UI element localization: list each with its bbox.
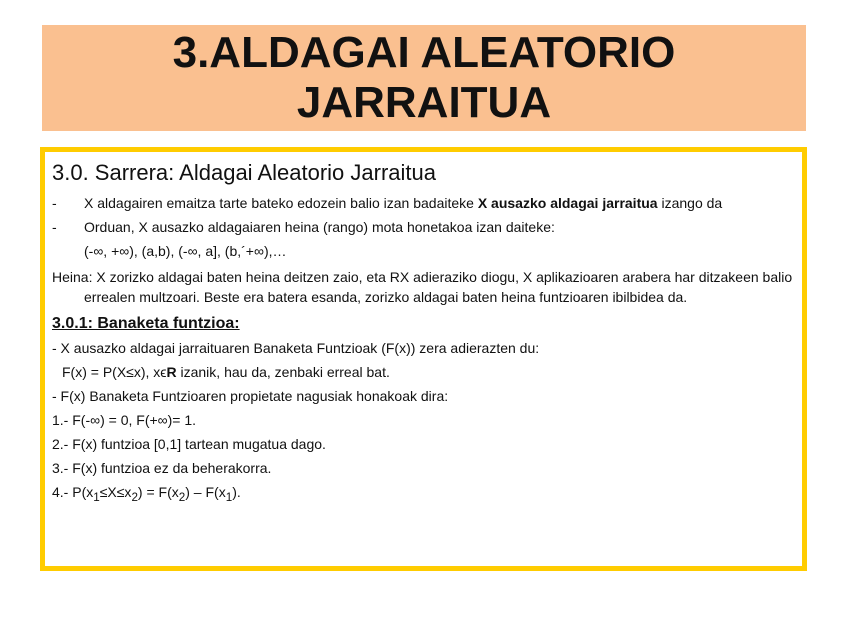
bullet-dash: - <box>52 219 57 235</box>
prop4-sub-4: 1 <box>225 490 233 504</box>
bullet-dash: - <box>52 195 57 211</box>
bullet-item-1 <box>52 193 794 213</box>
page-title-line1: 3.ALDAGAI ALEATORIO <box>172 28 676 77</box>
title-banner <box>42 25 806 131</box>
prop4-part-b: ≤X≤x <box>99 484 132 500</box>
text-line-1: - X ausazko aldagai jarraituaren Banaketa Funtzioak (F(x)) zera adierazten du: <box>52 340 540 356</box>
bullet-text-plain: X aldagairen emaitza tarte bateko edozein balio izan badaiteke <box>84 195 474 211</box>
interval-list: (-∞, +∞), (a,b), (-∞, a], (b,´+∞),… <box>84 243 287 259</box>
formula-prefix: F(x) = P(X≤x), xϵ <box>62 364 167 380</box>
subheading-banaketa-funtzioa: 3.0.1: Banaketa funtzioa: <box>52 315 240 332</box>
property-3: 3.- F(x) funtzioa ez da beherakorra. <box>52 460 272 476</box>
page-title-line2: JARRAITUA <box>296 78 552 127</box>
bullet-text: Orduan, X ausazko aldagaiaren heina (rango) mota honetakoa izan daiteke: <box>84 219 555 235</box>
text-line-3: - F(x) Banaketa Funtzioaren propietate nagusiak honakoak dira: <box>52 388 449 404</box>
text-line-2 <box>52 362 794 382</box>
section-title: 3.0. Sarrera: Aldagai Aleatorio Jarraitua <box>52 160 437 185</box>
bullet-item-2 <box>52 217 794 237</box>
bullet-text-bold: X ausazko aldagai jarraitua <box>477 195 658 211</box>
bullet-text-tail: izango da <box>661 195 723 211</box>
heina-definition: Heina: X zorizko aldagai baten heina deitzen zaio, eta RX adieraziko diogu, X aplikazioaren arabera har ditzakeen balio errealen multzoari. Beste era batera esanda, zorizko aldagai baten heina funtzioaren ibilbidea da. <box>52 269 793 305</box>
prop4-part-a: 4.- P(x <box>52 484 94 500</box>
content-panel <box>40 147 807 571</box>
prop4-sub-1: 1 <box>93 490 100 504</box>
prop4-sub-3: 2 <box>178 490 186 504</box>
bullet-text <box>84 193 794 213</box>
prop4-part-e: ). <box>232 484 241 500</box>
prop4-part-c: ) = F(x <box>137 484 179 500</box>
property-1: 1.- F(-∞) = 0, F(+∞)= 1. <box>52 412 197 428</box>
property-4 <box>52 482 794 508</box>
prop4-sub-2: 2 <box>131 490 138 504</box>
formula-bold-r: R <box>166 364 177 380</box>
formula-suffix: izanik, hau da, zenbaki erreal bat. <box>176 364 390 380</box>
prop4-part-d: ) – F(x <box>185 484 226 500</box>
property-2: 2.- F(x) funtzioa [0,1] tartean mugatua dago. <box>52 436 326 452</box>
